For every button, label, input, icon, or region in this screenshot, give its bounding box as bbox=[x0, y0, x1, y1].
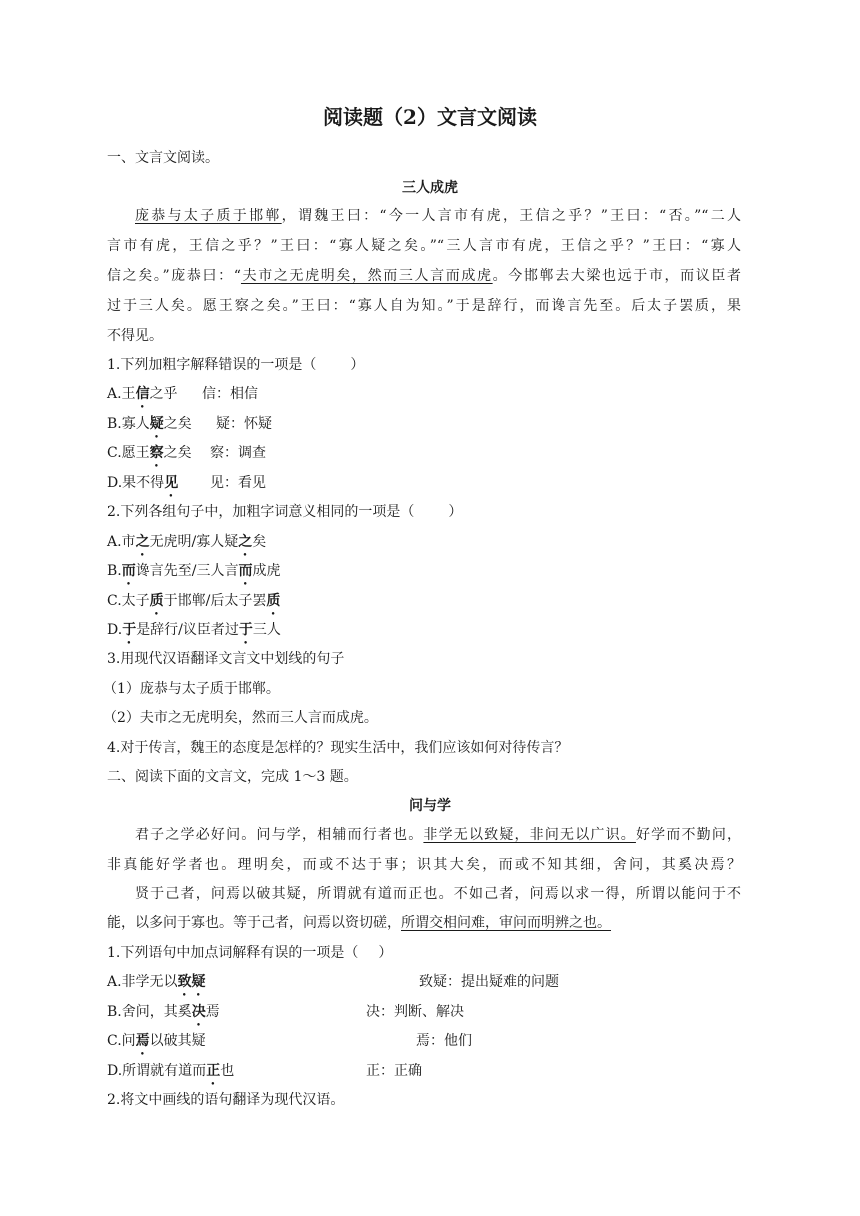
s2-question-1: 1.下列语句中加点词解释有误的一项是（ ） bbox=[107, 945, 393, 961]
s1-q1-option-a: A.王信之乎 信：相信 bbox=[107, 386, 258, 402]
s1-q2-option-a: A.市之无虎明/寡人疑之矣 bbox=[107, 534, 267, 550]
section2-passage-line: 君子之学必好问。问与学，相辅而行者也。非学无以致疑，非问无以广识。好学而不勤问， bbox=[135, 827, 742, 843]
s1-question-1: 1.下列加粗字解释错误的一项是（ ） bbox=[107, 357, 365, 373]
s1-q1-option-c: C.愿王察之矣 察：调查 bbox=[107, 445, 266, 461]
s1-question-3: 3.用现代汉语翻译文言文中划线的句子 bbox=[107, 651, 345, 667]
section2-passage-line: 能，以多问于寡也。等于己者，问焉以资切磋，所谓交相问难，审问而明辨之也。 bbox=[107, 915, 611, 931]
s1-q1-option-d: D.果不得见 见：看见 bbox=[107, 475, 266, 491]
section1-passage-line: 庞恭与太子质于邯郸，谓魏王曰：“今一人言市有虎，王信之乎？”王曰：“否。”“二人 bbox=[135, 208, 741, 224]
section1-heading: 一、文言文阅读。 bbox=[107, 150, 219, 166]
section1-passage-title: 三人成虎 bbox=[402, 180, 458, 196]
s2-q1-option-b: B.舍问，其奚决焉 决：判断、解决 bbox=[107, 1004, 464, 1020]
page-title: 阅读题（2）文言文阅读 bbox=[323, 105, 537, 129]
section2-heading: 二、阅读下面的文言文，完成 1～3 题。 bbox=[107, 769, 358, 785]
section1-passage-line: 不得见。 bbox=[107, 328, 163, 344]
s1-q3-item-1: （1）庞恭与太子质于邯郸。 bbox=[103, 681, 280, 697]
underlined-sentence: 庞恭与太子质于邯郸 bbox=[135, 208, 282, 224]
s2-q1-option-d: D.所谓就有道而正也 正：正确 bbox=[107, 1063, 422, 1079]
s1-q2-option-c: C.太子质于邯郸/后太子罢质 bbox=[107, 593, 281, 609]
underlined-sentence: 所谓交相问难，审问而明辨之也。 bbox=[401, 915, 611, 931]
section1-passage-line: 信之矣。”庞恭曰：“夫市之无虎明矣，然而三人言而成虎。今邯郸去大梁也远于市，而议臣者 bbox=[107, 268, 742, 284]
section1-passage-line: 言市有虎，王信之乎？”王曰：“寡人疑之矣。”“三人言市有虎，王信之乎？”王曰：“寡人 bbox=[107, 238, 741, 254]
underlined-sentence: 非学无以致疑，非问无以广识。 bbox=[423, 827, 636, 843]
s1-q1-option-b: B.寡人疑之矣 疑：怀疑 bbox=[107, 416, 272, 432]
section2-passage-title: 问与学 bbox=[409, 798, 451, 814]
section1-passage-line: 过于三人矣。愿王察之矣。”王曰：“寡人自为知。”于是辞行，而谗言先至。后太子罢质，果 bbox=[107, 298, 741, 314]
s2-question-2: 2.将文中画线的语句翻译为现代汉语。 bbox=[107, 1092, 345, 1108]
s2-q1-option-c: C.问焉以破其疑 焉：他们 bbox=[107, 1033, 472, 1049]
s1-question-4: 4.对于传言，魏王的态度是怎样的？现实生活中，我们应该如何对待传言？ bbox=[107, 740, 569, 756]
s1-question-2: 2.下列各组句子中，加粗字词意义相同的一项是（ ） bbox=[107, 504, 463, 520]
s1-q3-item-2: （2）夫市之无虎明矣，然而三人言而成虎。 bbox=[103, 710, 378, 726]
underlined-sentence: 夫市之无虎明矣，然而三人言而成虎 bbox=[240, 268, 493, 284]
section2-passage-line: 非真能好学者也。理明矣，而或不达于事；识其大矣，而或不知其细，舍问，其奚决焉？ bbox=[107, 857, 741, 873]
s1-q2-option-d: D.于是辞行/议臣者过于三人 bbox=[107, 622, 281, 638]
s2-q1-option-a: A.非学无以致疑 致疑：提出疑难的问题 bbox=[107, 974, 559, 990]
section2-passage-line: 贤于己者，问焉以破其疑，所谓就有道而正也。不如己者，问焉以求一得，所谓以能问于不 bbox=[135, 886, 741, 902]
s1-q2-option-b: B.而谗言先至/三人言而成虎 bbox=[107, 563, 281, 579]
